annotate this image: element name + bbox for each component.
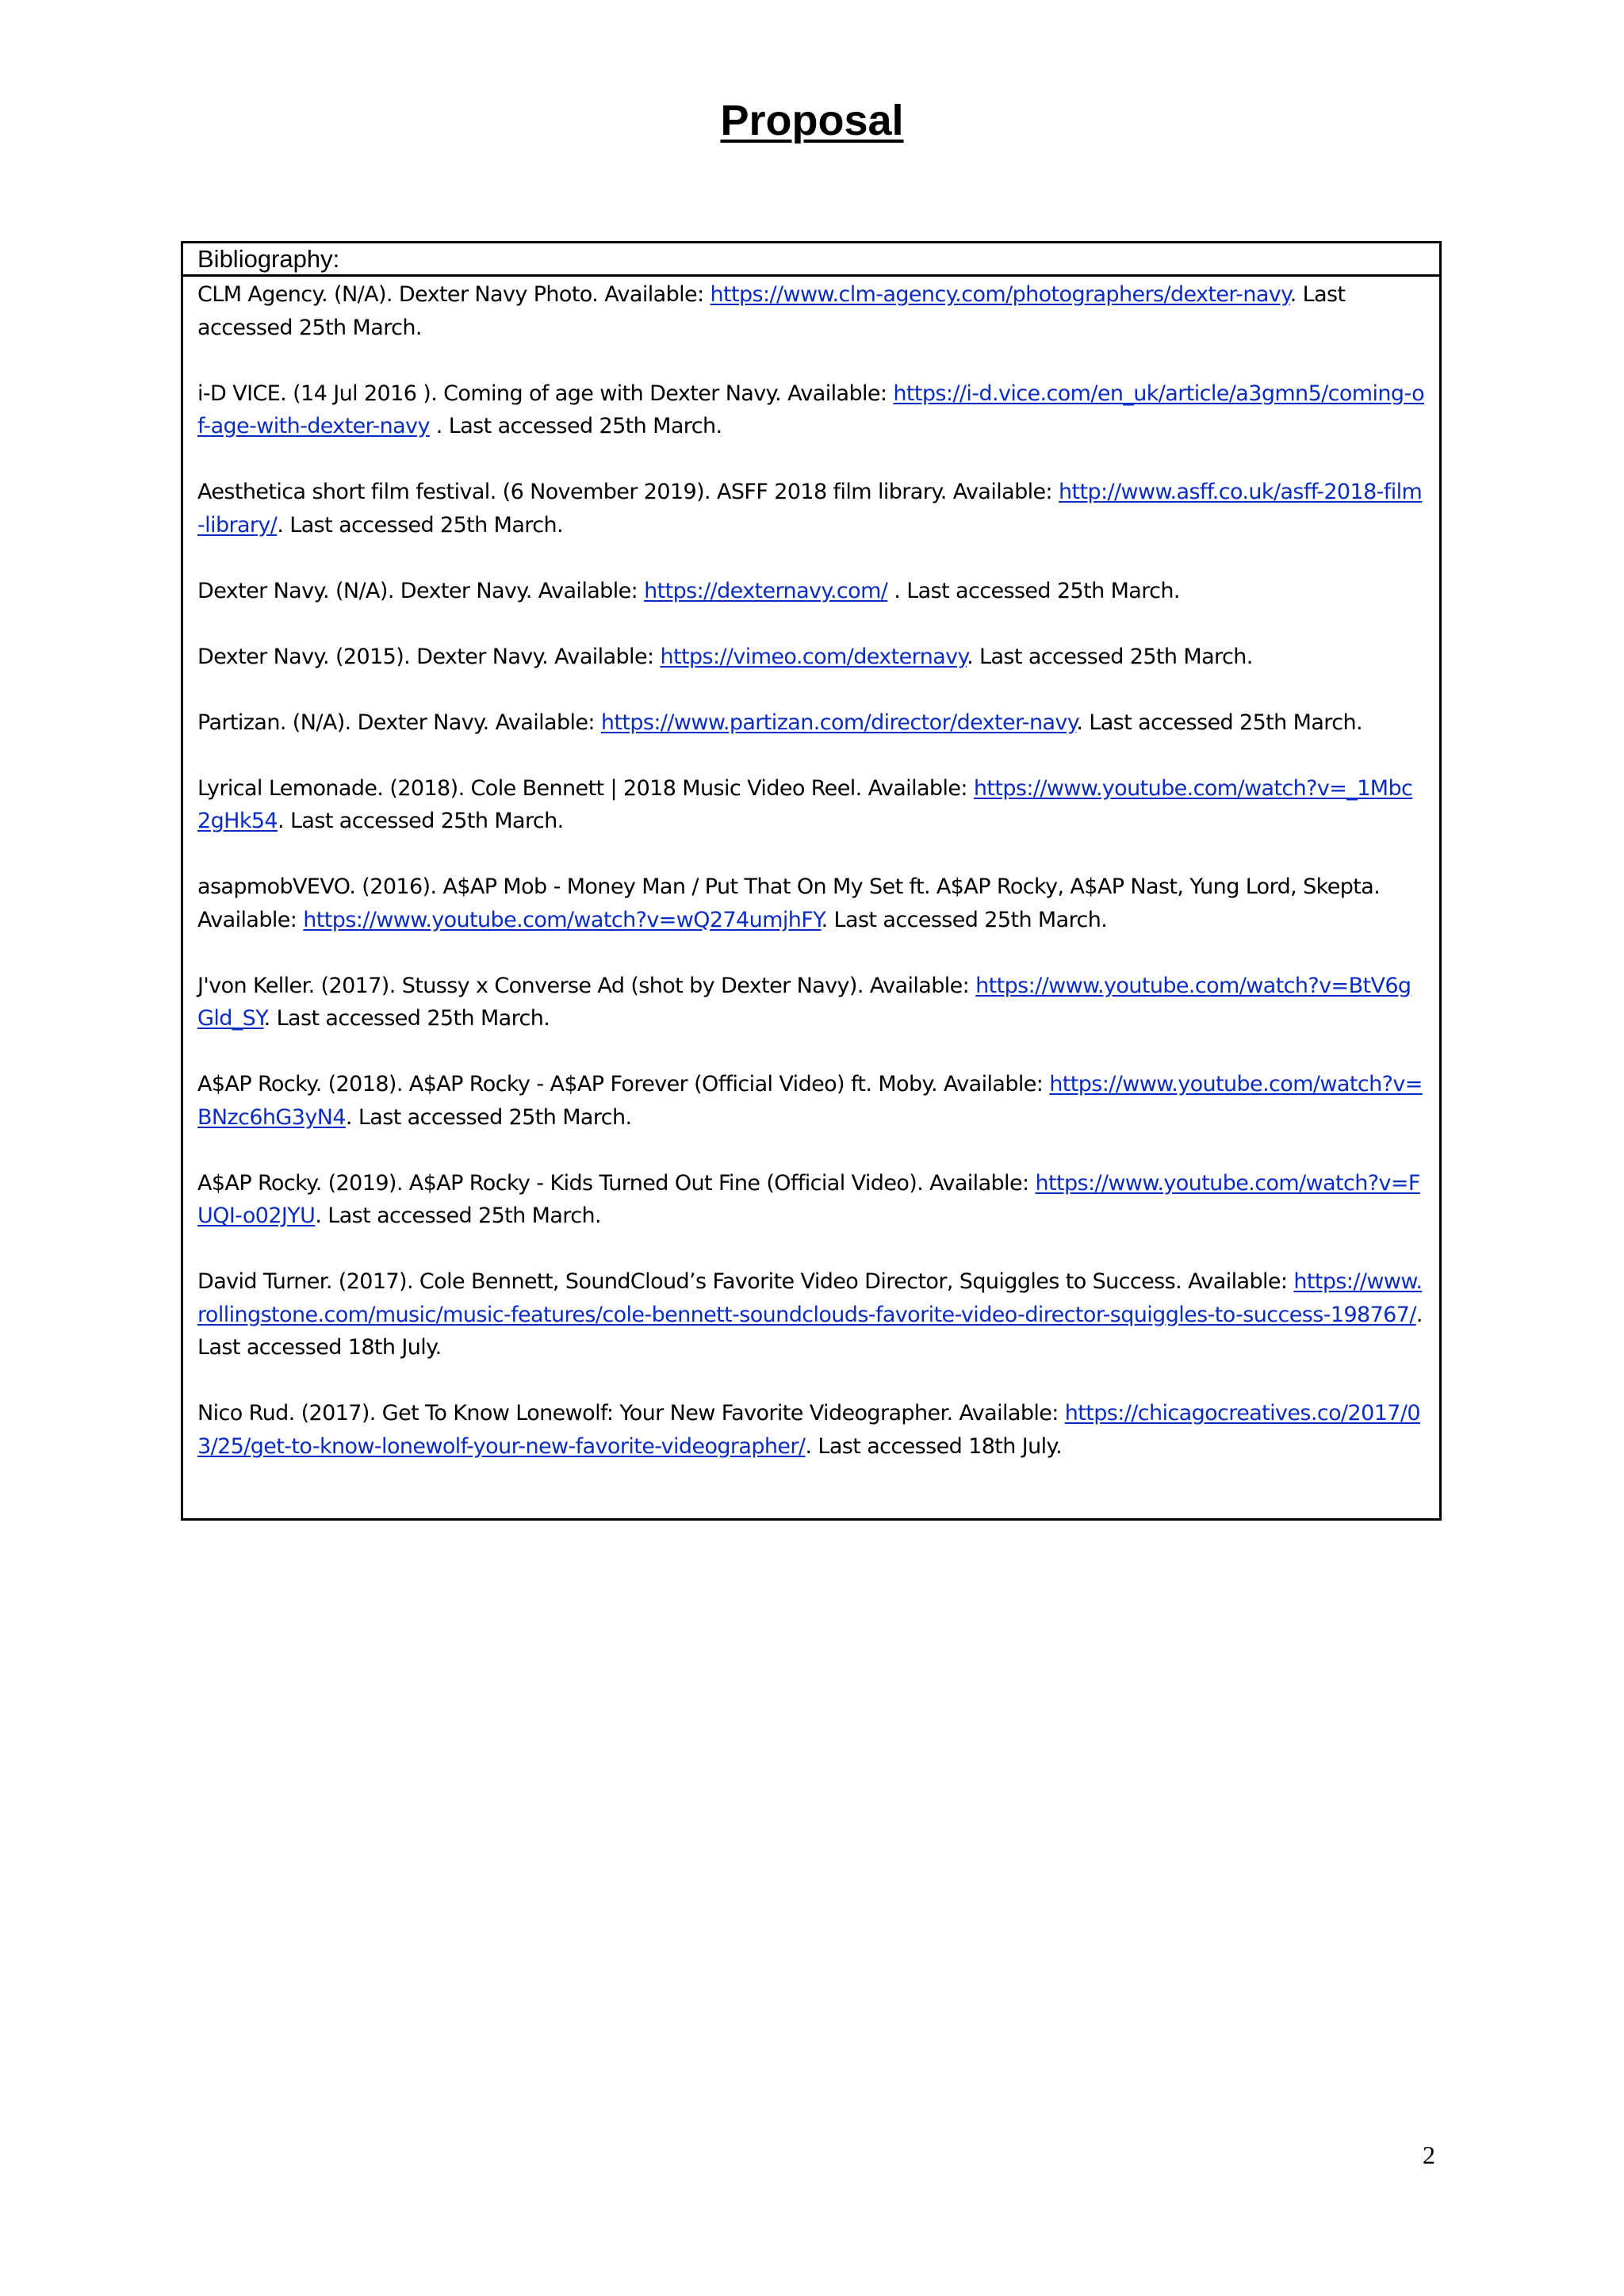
- entry-text: asapmobVEVO. (2016). A$AP Mob - Money Man / Put That On My Set ft. A$AP Rocky, A$AP Nast, Yung Lord, Skepta. Available:: [197, 874, 1381, 932]
- entry-suffix: . Last accessed 25th March.: [429, 414, 722, 438]
- bibliography-entry: [197, 871, 1425, 936]
- entry-suffix: . Last accessed 25th March.: [887, 578, 1180, 603]
- entry-link[interactable]: https://chicagocreatives.co/2017/03/25/get-to-know-lonewolf-your-new-favorite-videographer/: [197, 1401, 1420, 1459]
- page-title: Proposal: [720, 97, 904, 144]
- bibliography-table: [181, 241, 1442, 1521]
- entry-suffix: . Last accessed 25th March.: [967, 644, 1253, 669]
- entry-link[interactable]: http://www.asff.co.uk/asff-2018-film-library/: [197, 480, 1423, 538]
- entry-link[interactable]: https://i-d.vice.com/en_uk/article/a3gmn5/coming-of-age-with-dexter-navy: [197, 381, 1425, 438]
- bibliography-entry: [197, 1397, 1425, 1463]
- bibliography-entry: [197, 1068, 1425, 1134]
- entry-text: CLM Agency. (N/A). Dexter Navy Photo. Available:: [197, 282, 710, 307]
- entry-text: J'von Keller. (2017). Stussy x Converse Ad (shot by Dexter Navy). Available:: [197, 973, 976, 998]
- bibliography-entry: [197, 476, 1425, 541]
- bibliography-entry: [197, 377, 1425, 443]
- entry-link[interactable]: https://www.youtube.com/watch?v=_1Mbc2gHk54: [197, 775, 1413, 833]
- entry-link[interactable]: https://www.partizan.com/director/dexter-navy: [600, 710, 1077, 735]
- bibliography-entry: [197, 706, 1425, 740]
- bibliography-entry: [197, 1167, 1425, 1233]
- bibliography-heading: Bibliography:: [183, 243, 1439, 277]
- entry-text: David Turner. (2017). Cole Bennett, SoundCloud’s Favorite Video Director, Squiggles to Success. Available:: [197, 1269, 1294, 1294]
- page-number: 2: [1423, 2141, 1435, 2169]
- bibliography-entry: [197, 1265, 1425, 1364]
- entry-text: A$AP Rocky. (2019). A$AP Rocky - Kids Turned Out Fine (Official Video). Available:: [197, 1170, 1036, 1196]
- entry-link[interactable]: https://www.youtube.com/watch?v=BNzc6hG3yN4: [197, 1072, 1423, 1130]
- entry-link[interactable]: https://www.clm-agency.com/photographers/dexter-navy: [710, 282, 1290, 307]
- bibliography-entry: [197, 641, 1425, 674]
- entry-text: Partizan. (N/A). Dexter Navy. Available:: [197, 710, 601, 735]
- entry-link[interactable]: https://www.youtube.com/watch?v=wQ274umjhFY: [303, 907, 822, 932]
- entry-suffix: . Last accessed 25th March.: [277, 512, 563, 538]
- entry-suffix: . Last accessed 25th March.: [197, 282, 1346, 340]
- entry-suffix: . Last accessed 25th March.: [263, 1006, 550, 1031]
- entry-text: A$AP Rocky. (2018). A$AP Rocky - A$AP Forever (Official Video) ft. Moby. Available:: [197, 1072, 1050, 1096]
- entry-text: Dexter Navy. (2015). Dexter Navy. Available:: [197, 644, 661, 669]
- entry-suffix: . Last accessed 18th July.: [197, 1302, 1423, 1360]
- entry-suffix: . Last accessed 25th March.: [278, 809, 564, 833]
- entry-link[interactable]: https://www.youtube.com/watch?v=BtV6gGld_SY: [197, 973, 1411, 1031]
- entry-text: Lyrical Lemonade. (2018). Cole Bennett | 2018 Music Video Reel. Available:: [197, 775, 974, 801]
- entry-suffix: . Last accessed 25th March.: [315, 1203, 601, 1228]
- entry-link[interactable]: https://www.youtube.com/watch?v=FUQI-o02JYU: [197, 1170, 1420, 1228]
- entry-suffix: . Last accessed 18th July.: [805, 1433, 1063, 1459]
- entry-link[interactable]: https://dexternavy.com/: [644, 578, 888, 603]
- bibliography-entry: [197, 772, 1425, 838]
- entry-link[interactable]: https://www.rollingstone.com/music/music-features/cole-bennett-soundclouds-favorite-video-director-squiggles-to-success-198767/: [197, 1269, 1423, 1327]
- bibliography-entry: [197, 575, 1425, 608]
- entry-suffix: . Last accessed 25th March.: [345, 1104, 632, 1130]
- entry-link[interactable]: https://vimeo.com/dexternavy: [660, 644, 967, 669]
- bibliography-entry: [197, 970, 1425, 1035]
- bibliography-entry: [197, 278, 1425, 344]
- entry-text: Dexter Navy. (N/A). Dexter Navy. Available:: [197, 578, 645, 603]
- entry-text: i-D VICE. (14 Jul 2016 ). Coming of age with Dexter Navy. Available:: [197, 381, 894, 406]
- entry-text: Aesthetica short film festival. (6 November 2019). ASFF 2018 film library. Available:: [197, 480, 1059, 504]
- entry-suffix: . Last accessed 25th March.: [1076, 710, 1362, 735]
- bibliography-list: [183, 277, 1439, 1463]
- entry-suffix: . Last accessed 25th March.: [821, 907, 1108, 932]
- entry-text: Nico Rud. (2017). Get To Know Lonewolf: Your New Favorite Videographer. Available:: [197, 1401, 1065, 1425]
